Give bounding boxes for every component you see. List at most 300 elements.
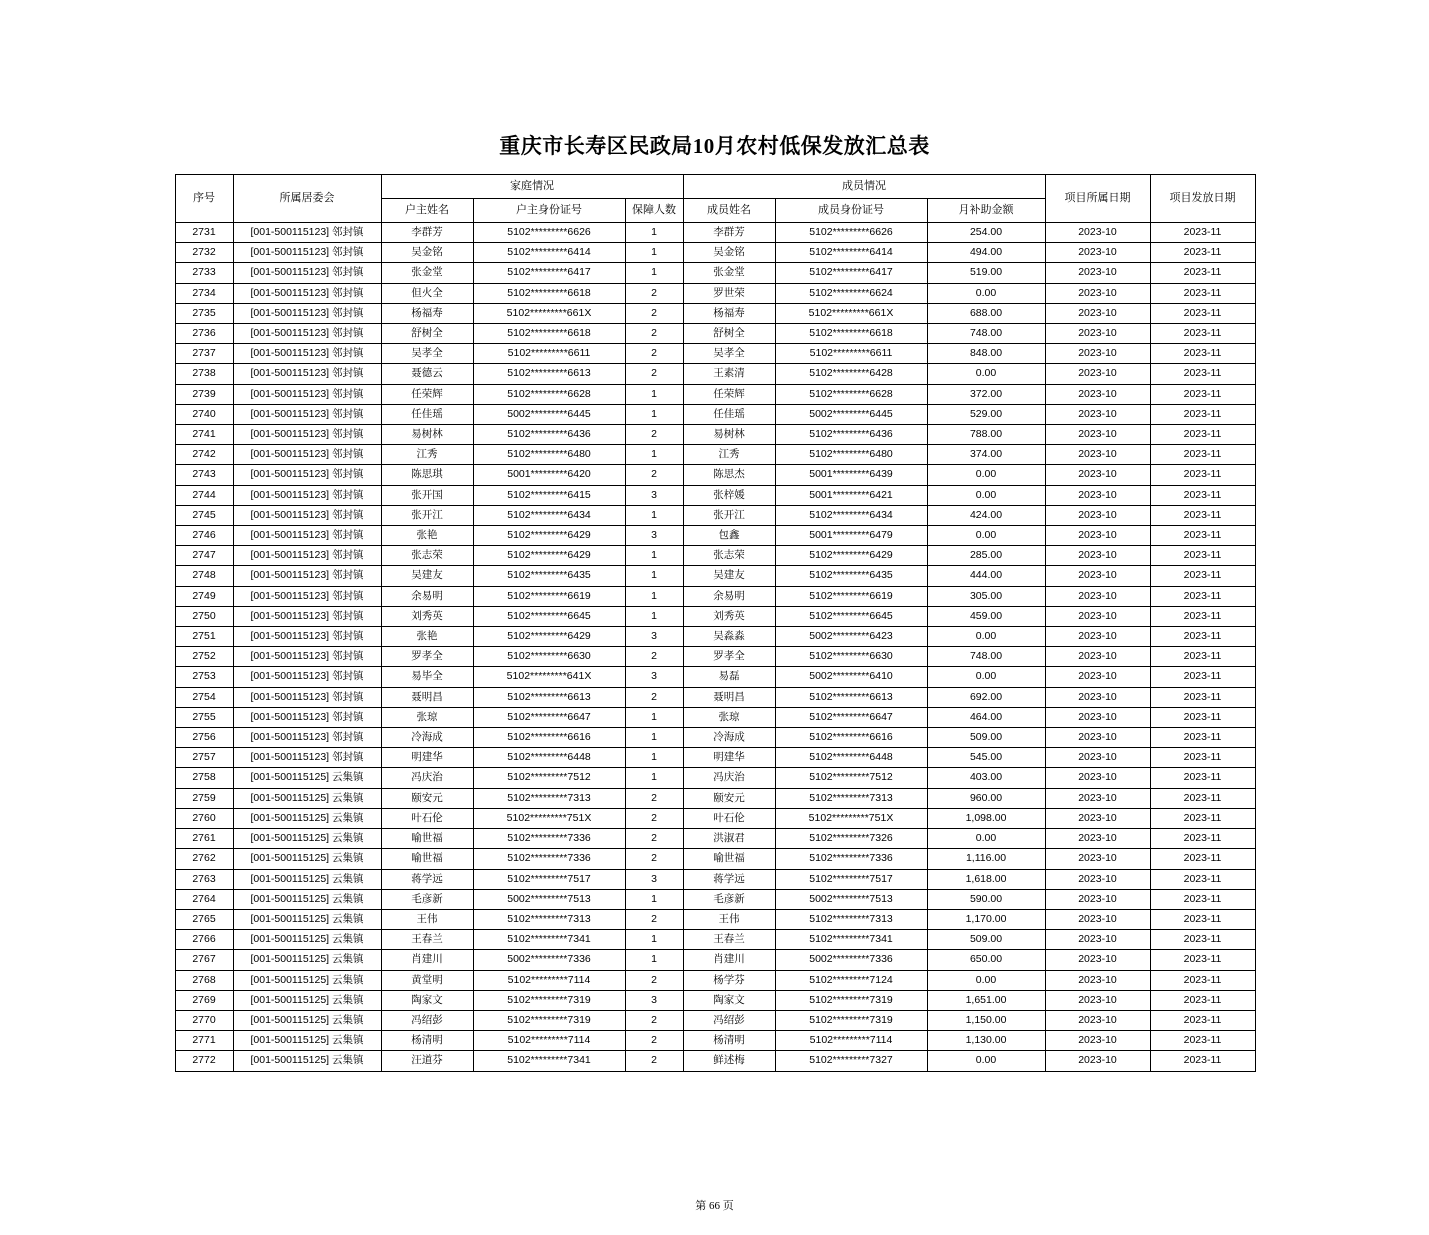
cell-member-id: 5102*********6435 — [775, 566, 927, 586]
cell-committee: [001-500115125] 云集镇 — [233, 849, 381, 869]
cell-project-period: 2023-10 — [1045, 1051, 1150, 1071]
cell-monthly-amount: 305.00 — [927, 586, 1045, 606]
cell-household-id: 5102*********6434 — [473, 505, 625, 525]
cell-project-period: 2023-10 — [1045, 889, 1150, 909]
cell-household-name: 喻世福 — [381, 849, 473, 869]
cell-issue-date: 2023-11 — [1150, 768, 1255, 788]
cell-issue-date: 2023-11 — [1150, 869, 1255, 889]
cell-index: 2766 — [175, 930, 233, 950]
cell-member-id: 5102*********6429 — [775, 546, 927, 566]
cell-project-period: 2023-10 — [1045, 505, 1150, 525]
cell-project-period: 2023-10 — [1045, 707, 1150, 727]
table-row — [175, 869, 1255, 889]
cell-member-name: 罗世荣 — [683, 283, 775, 303]
cell-monthly-amount: 0.00 — [927, 829, 1045, 849]
cell-index: 2761 — [175, 829, 233, 849]
cell-member-id: 5102*********6619 — [775, 586, 927, 606]
cell-monthly-amount: 0.00 — [927, 485, 1045, 505]
cell-issue-date: 2023-11 — [1150, 1031, 1255, 1051]
cell-insured-count: 3 — [625, 667, 683, 687]
cell-monthly-amount: 509.00 — [927, 930, 1045, 950]
cell-project-period: 2023-10 — [1045, 243, 1150, 263]
cell-committee: [001-500115123] 邻封镇 — [233, 263, 381, 283]
cell-committee: [001-500115123] 邻封镇 — [233, 445, 381, 465]
cell-committee: [001-500115123] 邻封镇 — [233, 505, 381, 525]
cell-project-period: 2023-10 — [1045, 526, 1150, 546]
cell-insured-count: 1 — [625, 889, 683, 909]
cell-member-id: 5102*********6448 — [775, 748, 927, 768]
cell-member-name: 张金堂 — [683, 263, 775, 283]
cell-insured-count: 1 — [625, 384, 683, 404]
cell-member-id: 5102*********7313 — [775, 909, 927, 929]
cell-member-name: 王伟 — [683, 909, 775, 929]
cell-project-period: 2023-10 — [1045, 970, 1150, 990]
cell-committee: [001-500115123] 邻封镇 — [233, 384, 381, 404]
cell-member-name: 颐安元 — [683, 788, 775, 808]
cell-household-name: 张金堂 — [381, 263, 473, 283]
cell-project-period: 2023-10 — [1045, 627, 1150, 647]
table-row — [175, 404, 1255, 424]
cell-member-name: 陈思杰 — [683, 465, 775, 485]
cell-household-name: 黄堂明 — [381, 970, 473, 990]
cell-member-id: 5102*********6428 — [775, 364, 927, 384]
cell-project-period: 2023-10 — [1045, 303, 1150, 323]
cell-index: 2752 — [175, 647, 233, 667]
cell-insured-count: 2 — [625, 647, 683, 667]
cell-member-id: 5102*********6417 — [775, 263, 927, 283]
cell-household-id: 5102*********6613 — [473, 687, 625, 707]
cell-household-id: 5002*********6445 — [473, 404, 625, 424]
cell-issue-date: 2023-11 — [1150, 465, 1255, 485]
table-row — [175, 263, 1255, 283]
cell-monthly-amount: 1,651.00 — [927, 990, 1045, 1010]
document-page — [0, 130, 1429, 1235]
table-row — [175, 627, 1255, 647]
cell-monthly-amount: 960.00 — [927, 788, 1045, 808]
cell-issue-date: 2023-11 — [1150, 263, 1255, 283]
cell-project-period: 2023-10 — [1045, 344, 1150, 364]
cell-member-id: 5102*********6647 — [775, 707, 927, 727]
cell-member-id: 5102*********7114 — [775, 1031, 927, 1051]
cell-project-period: 2023-10 — [1045, 1010, 1150, 1030]
cell-member-name: 余易明 — [683, 586, 775, 606]
cell-member-name: 王素清 — [683, 364, 775, 384]
cell-monthly-amount: 0.00 — [927, 465, 1045, 485]
cell-household-name: 易树林 — [381, 425, 473, 445]
cell-project-period: 2023-10 — [1045, 930, 1150, 950]
cell-issue-date: 2023-11 — [1150, 1051, 1255, 1071]
cell-index: 2750 — [175, 606, 233, 626]
header-family-group: 家庭情况 — [381, 175, 683, 199]
cell-household-name: 杨福寿 — [381, 303, 473, 323]
cell-committee: [001-500115125] 云集镇 — [233, 788, 381, 808]
cell-household-name: 吴金铭 — [381, 243, 473, 263]
cell-committee: [001-500115125] 云集镇 — [233, 869, 381, 889]
cell-household-name: 杨清明 — [381, 1031, 473, 1051]
cell-index: 2744 — [175, 485, 233, 505]
cell-index: 2753 — [175, 667, 233, 687]
cell-monthly-amount: 529.00 — [927, 404, 1045, 424]
table-row — [175, 526, 1255, 546]
cell-member-name: 张志荣 — [683, 546, 775, 566]
cell-committee: [001-500115123] 邻封镇 — [233, 707, 381, 727]
cell-member-name: 冷海成 — [683, 728, 775, 748]
cell-committee: [001-500115123] 邻封镇 — [233, 344, 381, 364]
header-issue-date: 项目发放日期 — [1150, 175, 1255, 223]
cell-insured-count: 2 — [625, 425, 683, 445]
cell-household-name: 张艳 — [381, 627, 473, 647]
cell-committee: [001-500115123] 邻封镇 — [233, 667, 381, 687]
cell-committee: [001-500115123] 邻封镇 — [233, 243, 381, 263]
header-insured-count: 保障人数 — [625, 199, 683, 223]
cell-project-period: 2023-10 — [1045, 788, 1150, 808]
table-row — [175, 283, 1255, 303]
cell-insured-count: 2 — [625, 344, 683, 364]
cell-member-id: 5102*********7124 — [775, 970, 927, 990]
cell-issue-date: 2023-11 — [1150, 344, 1255, 364]
cell-issue-date: 2023-11 — [1150, 808, 1255, 828]
cell-monthly-amount: 0.00 — [927, 627, 1045, 647]
cell-index: 2747 — [175, 546, 233, 566]
cell-member-id: 5001*********6439 — [775, 465, 927, 485]
cell-project-period: 2023-10 — [1045, 586, 1150, 606]
cell-household-name: 吴建友 — [381, 566, 473, 586]
cell-project-period: 2023-10 — [1045, 324, 1150, 344]
cell-insured-count: 2 — [625, 687, 683, 707]
header-member-group: 成员情况 — [683, 175, 1045, 199]
cell-issue-date: 2023-11 — [1150, 990, 1255, 1010]
cell-committee: [001-500115123] 邻封镇 — [233, 687, 381, 707]
cell-project-period: 2023-10 — [1045, 445, 1150, 465]
cell-index: 2740 — [175, 404, 233, 424]
cell-member-name: 肖建川 — [683, 950, 775, 970]
cell-member-id: 5102*********7327 — [775, 1051, 927, 1071]
cell-household-id: 5102*********6480 — [473, 445, 625, 465]
cell-issue-date: 2023-11 — [1150, 404, 1255, 424]
cell-project-period: 2023-10 — [1045, 606, 1150, 626]
cell-member-id: 5102*********7517 — [775, 869, 927, 889]
cell-household-name: 冯庆治 — [381, 768, 473, 788]
cell-committee: [001-500115123] 邻封镇 — [233, 526, 381, 546]
cell-issue-date: 2023-11 — [1150, 546, 1255, 566]
cell-insured-count: 1 — [625, 606, 683, 626]
cell-project-period: 2023-10 — [1045, 465, 1150, 485]
cell-member-name: 吴孝全 — [683, 344, 775, 364]
cell-member-id: 5102*********7313 — [775, 788, 927, 808]
cell-household-id: 5002*********7513 — [473, 889, 625, 909]
cell-index: 2735 — [175, 303, 233, 323]
cell-household-name: 但火全 — [381, 283, 473, 303]
cell-member-id: 5102*********6618 — [775, 324, 927, 344]
table-row — [175, 364, 1255, 384]
cell-index: 2765 — [175, 909, 233, 929]
cell-index: 2741 — [175, 425, 233, 445]
cell-household-id: 5102*********6628 — [473, 384, 625, 404]
table-row — [175, 849, 1255, 869]
cell-project-period: 2023-10 — [1045, 384, 1150, 404]
cell-monthly-amount: 464.00 — [927, 707, 1045, 727]
cell-monthly-amount: 1,098.00 — [927, 808, 1045, 828]
cell-member-name: 鲜述梅 — [683, 1051, 775, 1071]
header-member-name: 成员姓名 — [683, 199, 775, 223]
header-committee: 所属居委会 — [233, 175, 381, 223]
cell-member-id: 5002*********6423 — [775, 627, 927, 647]
cell-member-id: 5102*********7336 — [775, 849, 927, 869]
cell-committee: [001-500115123] 邻封镇 — [233, 283, 381, 303]
cell-index: 2732 — [175, 243, 233, 263]
cell-monthly-amount: 374.00 — [927, 445, 1045, 465]
table-row — [175, 970, 1255, 990]
cell-member-name: 任佳瑶 — [683, 404, 775, 424]
cell-issue-date: 2023-11 — [1150, 647, 1255, 667]
cell-member-id: 5102*********6630 — [775, 647, 927, 667]
cell-index: 2771 — [175, 1031, 233, 1051]
cell-insured-count: 1 — [625, 505, 683, 525]
table-row — [175, 788, 1255, 808]
cell-household-id: 5001*********6420 — [473, 465, 625, 485]
cell-issue-date: 2023-11 — [1150, 788, 1255, 808]
cell-household-id: 5102*********6647 — [473, 707, 625, 727]
cell-project-period: 2023-10 — [1045, 768, 1150, 788]
header-monthly-amount: 月补助金额 — [927, 199, 1045, 223]
cell-member-id: 5102*********6613 — [775, 687, 927, 707]
cell-household-name: 李群芳 — [381, 223, 473, 243]
cell-insured-count: 2 — [625, 788, 683, 808]
table-row — [175, 909, 1255, 929]
cell-issue-date: 2023-11 — [1150, 687, 1255, 707]
cell-monthly-amount: 494.00 — [927, 243, 1045, 263]
cell-monthly-amount: 509.00 — [927, 728, 1045, 748]
cell-member-name: 吴淼淼 — [683, 627, 775, 647]
cell-index: 2751 — [175, 627, 233, 647]
cell-issue-date: 2023-11 — [1150, 566, 1255, 586]
cell-project-period: 2023-10 — [1045, 1031, 1150, 1051]
cell-insured-count: 2 — [625, 1031, 683, 1051]
cell-monthly-amount: 0.00 — [927, 1051, 1045, 1071]
cell-household-name: 毛彦新 — [381, 889, 473, 909]
cell-household-id: 5102*********7313 — [473, 909, 625, 929]
cell-member-name: 杨福寿 — [683, 303, 775, 323]
cell-member-name: 喻世福 — [683, 849, 775, 869]
cell-member-name: 杨学芬 — [683, 970, 775, 990]
header-household-name: 户主姓名 — [381, 199, 473, 223]
cell-member-id: 5102*********6611 — [775, 344, 927, 364]
table-row — [175, 566, 1255, 586]
cell-insured-count: 3 — [625, 869, 683, 889]
cell-household-id: 5102*********7341 — [473, 1051, 625, 1071]
cell-committee: [001-500115125] 云集镇 — [233, 990, 381, 1010]
cell-member-name: 易树林 — [683, 425, 775, 445]
cell-household-name: 王伟 — [381, 909, 473, 929]
cell-household-id: 5102*********7341 — [473, 930, 625, 950]
cell-index: 2767 — [175, 950, 233, 970]
cell-monthly-amount: 0.00 — [927, 283, 1045, 303]
cell-insured-count: 1 — [625, 586, 683, 606]
cell-household-name: 张开国 — [381, 485, 473, 505]
cell-member-name: 聂明昌 — [683, 687, 775, 707]
cell-committee: [001-500115125] 云集镇 — [233, 829, 381, 849]
cell-monthly-amount: 444.00 — [927, 566, 1045, 586]
cell-committee: [001-500115125] 云集镇 — [233, 909, 381, 929]
cell-household-name: 陶家文 — [381, 990, 473, 1010]
cell-index: 2760 — [175, 808, 233, 828]
cell-household-name: 张琼 — [381, 707, 473, 727]
cell-household-name: 王春兰 — [381, 930, 473, 950]
cell-member-name: 张梓媛 — [683, 485, 775, 505]
cell-issue-date: 2023-11 — [1150, 748, 1255, 768]
cell-issue-date: 2023-11 — [1150, 243, 1255, 263]
table-row — [175, 889, 1255, 909]
cell-issue-date: 2023-11 — [1150, 707, 1255, 727]
cell-project-period: 2023-10 — [1045, 909, 1150, 929]
cell-committee: [001-500115123] 邻封镇 — [233, 364, 381, 384]
cell-insured-count: 3 — [625, 990, 683, 1010]
cell-insured-count: 1 — [625, 223, 683, 243]
page-number: 第 66 页 — [695, 1200, 734, 1212]
page-title: 重庆市长寿区民政局10月农村低保发放汇总表 — [499, 134, 930, 158]
cell-monthly-amount: 519.00 — [927, 263, 1045, 283]
cell-member-name: 罗孝全 — [683, 647, 775, 667]
cell-member-id: 5102*********6616 — [775, 728, 927, 748]
table-row — [175, 1010, 1255, 1030]
cell-issue-date: 2023-11 — [1150, 606, 1255, 626]
cell-insured-count: 3 — [625, 526, 683, 546]
cell-insured-count: 1 — [625, 748, 683, 768]
cell-issue-date: 2023-11 — [1150, 849, 1255, 869]
cell-monthly-amount: 688.00 — [927, 303, 1045, 323]
table-row — [175, 324, 1255, 344]
cell-household-id: 5102*********6619 — [473, 586, 625, 606]
cell-committee: [001-500115125] 云集镇 — [233, 889, 381, 909]
cell-household-id: 5102*********6448 — [473, 748, 625, 768]
cell-project-period: 2023-10 — [1045, 667, 1150, 687]
cell-insured-count: 2 — [625, 1051, 683, 1071]
cell-issue-date: 2023-11 — [1150, 283, 1255, 303]
cell-monthly-amount: 1,130.00 — [927, 1031, 1045, 1051]
cell-household-name: 张开江 — [381, 505, 473, 525]
cell-household-id: 5102*********7319 — [473, 1010, 625, 1030]
cell-issue-date: 2023-11 — [1150, 384, 1255, 404]
cell-household-name: 张志荣 — [381, 546, 473, 566]
cell-index: 2733 — [175, 263, 233, 283]
cell-member-name: 明建华 — [683, 748, 775, 768]
cell-index: 2757 — [175, 748, 233, 768]
cell-index: 2736 — [175, 324, 233, 344]
cell-member-id: 5102*********6436 — [775, 425, 927, 445]
table-container — [175, 174, 1255, 1072]
cell-household-id: 5102*********6429 — [473, 627, 625, 647]
cell-committee: [001-500115123] 邻封镇 — [233, 425, 381, 445]
table-row — [175, 950, 1255, 970]
cell-index: 2764 — [175, 889, 233, 909]
cell-index: 2746 — [175, 526, 233, 546]
cell-project-period: 2023-10 — [1045, 485, 1150, 505]
cell-insured-count: 1 — [625, 566, 683, 586]
cell-member-id: 5002*********7336 — [775, 950, 927, 970]
cell-member-id: 5102*********6645 — [775, 606, 927, 626]
header-project-period: 项目所属日期 — [1045, 175, 1150, 223]
cell-household-id: 5102*********6435 — [473, 566, 625, 586]
cell-member-name: 冯庆治 — [683, 768, 775, 788]
header-household-id: 户主身份证号 — [473, 199, 625, 223]
cell-household-name: 颐安元 — [381, 788, 473, 808]
table-row — [175, 990, 1255, 1010]
cell-monthly-amount: 1,150.00 — [927, 1010, 1045, 1030]
header-member-id: 成员身份证号 — [775, 199, 927, 223]
table-row — [175, 667, 1255, 687]
cell-project-period: 2023-10 — [1045, 808, 1150, 828]
cell-household-name: 任荣辉 — [381, 384, 473, 404]
cell-project-period: 2023-10 — [1045, 849, 1150, 869]
cell-household-id: 5102*********6645 — [473, 606, 625, 626]
cell-issue-date: 2023-11 — [1150, 728, 1255, 748]
cell-insured-count: 2 — [625, 324, 683, 344]
cell-committee: [001-500115125] 云集镇 — [233, 808, 381, 828]
cell-project-period: 2023-10 — [1045, 687, 1150, 707]
cell-member-id: 5102*********7319 — [775, 990, 927, 1010]
cell-member-id: 5102*********661X — [775, 303, 927, 323]
cell-monthly-amount: 403.00 — [927, 768, 1045, 788]
cell-project-period: 2023-10 — [1045, 425, 1150, 445]
cell-committee: [001-500115123] 邻封镇 — [233, 586, 381, 606]
table-row — [175, 485, 1255, 505]
cell-index: 2770 — [175, 1010, 233, 1030]
cell-household-id: 5102*********751X — [473, 808, 625, 828]
cell-issue-date: 2023-11 — [1150, 970, 1255, 990]
table-row — [175, 808, 1255, 828]
cell-committee: [001-500115123] 邻封镇 — [233, 647, 381, 667]
cell-member-id: 5001*********6479 — [775, 526, 927, 546]
cell-index: 2749 — [175, 586, 233, 606]
cell-household-id: 5102*********7336 — [473, 849, 625, 869]
cell-insured-count: 2 — [625, 909, 683, 929]
cell-monthly-amount: 1,116.00 — [927, 849, 1045, 869]
cell-household-id: 5102*********7114 — [473, 1031, 625, 1051]
cell-index: 2756 — [175, 728, 233, 748]
table-row — [175, 384, 1255, 404]
table-row — [175, 586, 1255, 606]
cell-member-id: 5102*********6624 — [775, 283, 927, 303]
cell-monthly-amount: 424.00 — [927, 505, 1045, 525]
cell-issue-date: 2023-11 — [1150, 1010, 1255, 1030]
table-row — [175, 768, 1255, 788]
cell-household-id: 5102*********7517 — [473, 869, 625, 889]
cell-committee: [001-500115123] 邻封镇 — [233, 566, 381, 586]
cell-household-id: 5102*********6436 — [473, 425, 625, 445]
cell-member-name: 张开江 — [683, 505, 775, 525]
cell-committee: [001-500115123] 邻封镇 — [233, 465, 381, 485]
cell-insured-count: 3 — [625, 627, 683, 647]
cell-issue-date: 2023-11 — [1150, 667, 1255, 687]
cell-monthly-amount: 0.00 — [927, 667, 1045, 687]
table-row — [175, 728, 1255, 748]
cell-member-name: 易磊 — [683, 667, 775, 687]
cell-member-id: 5002*********6445 — [775, 404, 927, 424]
cell-household-name: 叶石伦 — [381, 808, 473, 828]
cell-project-period: 2023-10 — [1045, 869, 1150, 889]
cell-project-period: 2023-10 — [1045, 748, 1150, 768]
cell-insured-count: 1 — [625, 930, 683, 950]
cell-monthly-amount: 545.00 — [927, 748, 1045, 768]
cell-project-period: 2023-10 — [1045, 263, 1150, 283]
cell-member-name: 蒋学远 — [683, 869, 775, 889]
cell-index: 2759 — [175, 788, 233, 808]
cell-insured-count: 2 — [625, 970, 683, 990]
cell-insured-count: 2 — [625, 465, 683, 485]
cell-issue-date: 2023-11 — [1150, 586, 1255, 606]
cell-issue-date: 2023-11 — [1150, 950, 1255, 970]
cell-household-name: 冯绍彭 — [381, 1010, 473, 1030]
